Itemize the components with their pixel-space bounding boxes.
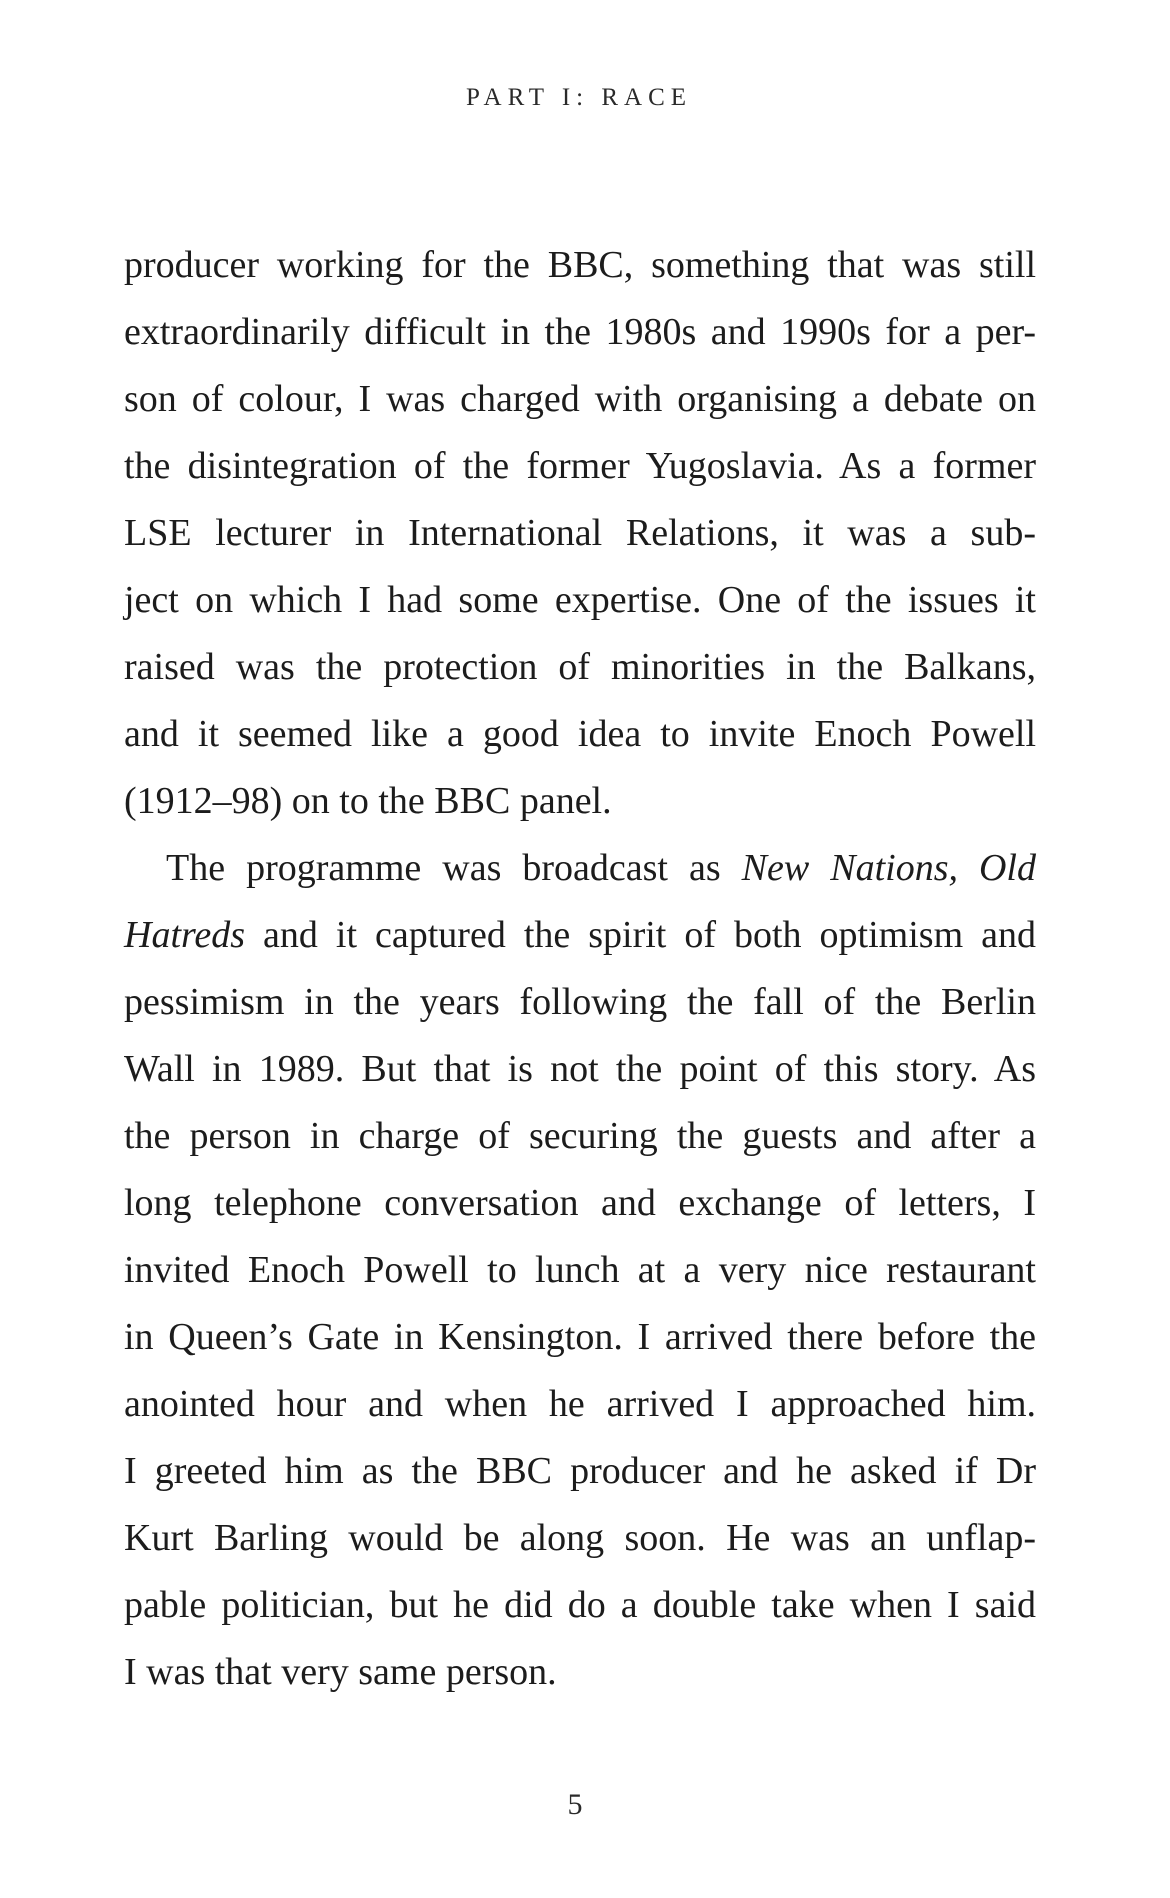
text-line: producer working for the BBC, something that was still [124,244,1036,286]
text-line: extraordinarily difficult in the 1980s and 1990s for a per- [124,311,1036,353]
text-line: pable politician, but he did do a double take when I said [124,1584,1036,1626]
text-line: and it seemed like a good idea to invite Enoch Powell [124,713,1036,755]
text-line: pessimism in the years following the fall of the Berlin [124,981,1036,1023]
text-run: and it captured the spirit of both optimism and [245,914,1036,956]
text-line: the disintegration of the former Yugoslavia. As a former [124,445,1036,487]
text-line: in Queen’s Gate in Kensington. I arrived there before the [124,1316,1036,1358]
italic-title: Hatreds [124,914,246,956]
text-run: The programme was broadcast as [166,847,742,889]
italic-title: New Nations, Old [741,847,1036,889]
text-line: long telephone conversation and exchange of letters, I [124,1182,1036,1224]
text-line: the person in charge of securing the guests and after a [124,1115,1036,1157]
running-head: PART I: RACE [465,84,693,111]
text-line: son of colour, I was charged with organising a debate on [124,378,1036,420]
text-line: Kurt Barling would be along soon. He was an unflap- [124,1517,1036,1559]
text-line: anointed hour and when he arrived I approached him. [124,1383,1036,1425]
text-line: LSE lecturer in International Relations, it was a sub- [124,512,1036,554]
body-text [124,232,1036,1706]
text-line: I greeted him as the BBC producer and he asked if Dr [124,1450,1036,1492]
text-line: Wall in 1989. But that is not the point of this story. As [124,1048,1036,1090]
text-line: (1912–98) on to the BBC panel. [124,780,612,822]
text-line: I was that very same person. [124,1651,557,1693]
text-line: invited Enoch Powell to lunch at a very nice restaurant [124,1249,1036,1291]
text-line [124,902,1036,969]
text-line [124,835,1036,902]
text-line: raised was the protection of minorities in the Balkans, [124,646,1036,688]
text-line: ject on which I had some expertise. One of the issues it [124,579,1036,621]
page-number: 5 [567,1788,583,1821]
